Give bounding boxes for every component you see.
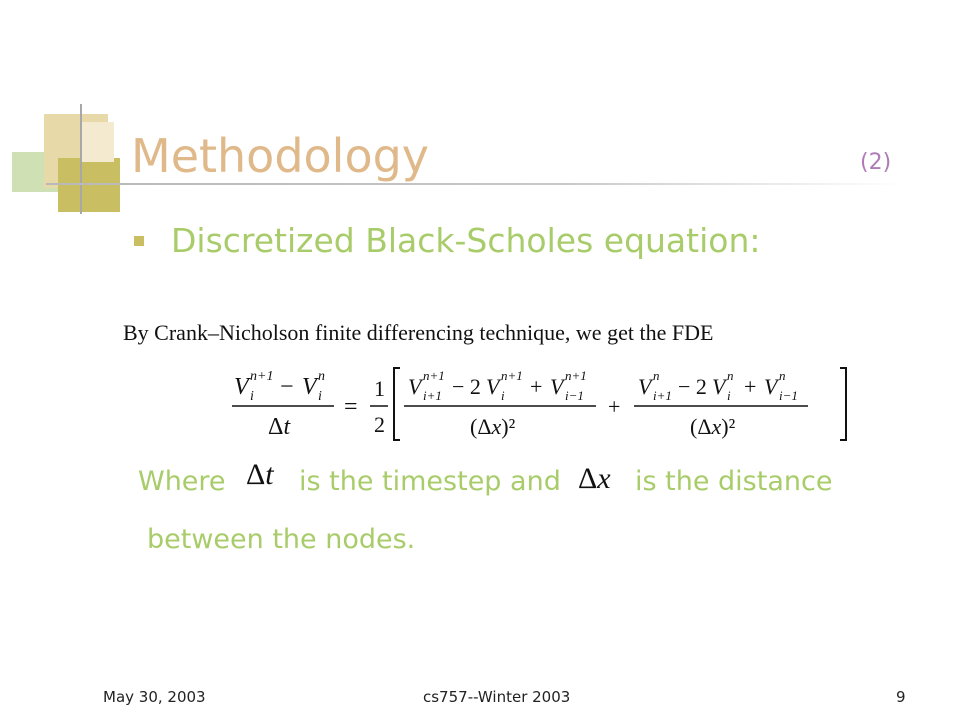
decor-vertical-line: [80, 104, 82, 214]
svg-text:i+1: i+1: [653, 388, 672, 403]
svg-text:i−1: i−1: [565, 388, 584, 403]
svg-text:i−1: i−1: [779, 388, 798, 403]
svg-text:−: −: [280, 374, 294, 400]
equation-half-num: 1: [374, 376, 385, 401]
equation-lhs-numerator: [234, 369, 325, 404]
equation-frac1-numerator: [408, 368, 587, 403]
svg-text:− 2: − 2: [452, 374, 481, 399]
delta-t-symbol: Δt: [246, 458, 274, 491]
equation-plus: +: [608, 394, 621, 419]
where-line: [138, 464, 226, 500]
fde-intro-text: By Crank–Nicholson finite differencing technique, we get the FDE: [123, 320, 714, 345]
svg-text:n+1: n+1: [250, 369, 274, 384]
svg-text:V: V: [764, 374, 778, 399]
crank-nicholson-equation: [230, 362, 870, 446]
slide-title: Methodology: [131, 129, 430, 183]
footer-page-number: 9: [896, 688, 906, 706]
svg-text:V: V: [550, 374, 564, 399]
svg-text:V: V: [234, 374, 249, 400]
footer-course: cs757--Winter 2003: [423, 688, 571, 706]
distance-text: is the distance: [635, 466, 833, 497]
svg-text:i: i: [250, 389, 254, 404]
svg-text:V: V: [712, 374, 726, 399]
svg-text:n+1: n+1: [501, 368, 523, 383]
equation-half-den: 2: [374, 412, 385, 437]
svg-text:n+1: n+1: [423, 368, 445, 383]
where-word: Where: [138, 466, 226, 497]
equation-frac1-denominator: (Δx)²: [470, 414, 516, 439]
left-bracket: [394, 368, 400, 440]
svg-text:i+1: i+1: [423, 388, 442, 403]
bullet-text: Discretized Black-Scholes equation:: [171, 221, 761, 260]
svg-text:n: n: [727, 368, 734, 383]
between-nodes-text: between the nodes.: [147, 524, 416, 555]
bullet-marker: [134, 236, 144, 246]
svg-text:V: V: [408, 374, 422, 399]
timestep-text: is the timestep and: [299, 466, 561, 497]
decor-square-olive: [58, 158, 120, 212]
svg-text:+: +: [530, 374, 543, 399]
svg-text:V: V: [638, 374, 652, 399]
svg-text:i: i: [501, 388, 505, 403]
equation-lhs-denominator: Δt: [268, 414, 291, 440]
svg-text:i: i: [318, 389, 322, 404]
svg-text:n: n: [779, 368, 786, 383]
delta-x-symbol: Δx: [578, 462, 611, 495]
svg-text:n: n: [318, 369, 325, 384]
svg-text:n+1: n+1: [565, 368, 587, 383]
svg-text:n: n: [653, 368, 660, 383]
right-bracket: [840, 368, 846, 440]
distance-text-wrap: [635, 464, 832, 500]
slide-title-number: (2): [860, 150, 892, 175]
svg-text:V: V: [302, 374, 317, 400]
svg-text:i: i: [727, 388, 731, 403]
equation-frac2-numerator: [638, 368, 798, 403]
decor-square-light: [80, 122, 114, 162]
svg-text:− 2: − 2: [678, 374, 707, 399]
timestep-text-wrap: [299, 464, 561, 500]
svg-text:+: +: [744, 374, 757, 399]
svg-text:V: V: [486, 374, 500, 399]
equation-frac2-denominator: (Δx)²: [690, 414, 736, 439]
footer-date: May 30, 2003: [103, 688, 206, 706]
equation-equals: =: [344, 394, 358, 420]
